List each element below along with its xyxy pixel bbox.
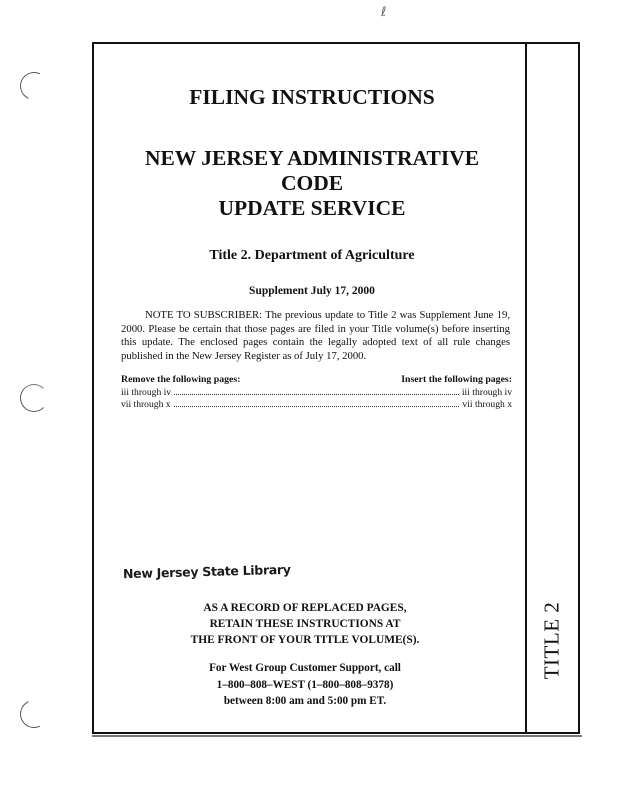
insert-pages: iii through iv (461, 387, 512, 399)
scan-mark: ℓ (381, 5, 387, 20)
binder-hole-middle (20, 384, 48, 412)
side-tab-divider (525, 42, 527, 734)
document-body (112, 80, 512, 411)
pages-table (112, 374, 512, 411)
remove-pages: iii through iv (121, 387, 172, 399)
code-title-line-2: UPDATE SERVICE (218, 196, 406, 220)
frame-shadow (92, 735, 582, 737)
record-instructions (160, 600, 450, 648)
filing-instructions-heading: FILING INSTRUCTIONS (189, 85, 435, 109)
customer-support (160, 660, 450, 710)
pages-row (121, 399, 512, 411)
remove-pages: vii through x (121, 399, 171, 411)
insert-header: Insert the following pages: (401, 374, 512, 386)
pages-row (121, 387, 512, 399)
supplement-date: Supplement July 17, 2000 (249, 285, 375, 297)
side-tab (532, 601, 572, 679)
side-tab-label: TITLE 2 (539, 601, 564, 679)
dot-leader (174, 406, 460, 407)
remove-header: Remove the following pages: (121, 374, 241, 386)
record-line: AS A RECORD OF REPLACED PAGES, (203, 602, 407, 614)
support-line: between 8:00 am and 5:00 pm ET. (223, 695, 387, 707)
support-line: For West Group Customer Support, call (209, 662, 401, 674)
support-line: 1–800–808–WEST (1–800–808–9378) (216, 678, 394, 691)
binder-hole-top (16, 68, 52, 104)
pages-table-header (121, 374, 512, 385)
record-line: THE FRONT OF YOUR TITLE VOLUME(S). (190, 634, 420, 646)
code-title-line-1: NEW JERSEY ADMINISTRATIVE CODE (144, 146, 480, 195)
library-stamp: New Jersey State Library (122, 561, 291, 582)
subscriber-note: NOTE TO SUBSCRIBER: The previous update to Title 2 was Supplement June 19, 2000. Please be certain that those pages are filed in your Title volume(s) before inserting this update. The enclosed pages contain the legally adopted text of all rule changes published in the New Jersey Register as of July 17, 2000. (121, 309, 510, 362)
title-department: Title 2. Department of Agriculture (209, 248, 415, 263)
dot-leader (174, 394, 459, 395)
insert-pages: vii through x (462, 399, 512, 411)
code-title (112, 146, 512, 221)
binder-hole-bottom (16, 696, 52, 732)
record-line: RETAIN THESE INSTRUCTIONS AT (209, 618, 401, 630)
